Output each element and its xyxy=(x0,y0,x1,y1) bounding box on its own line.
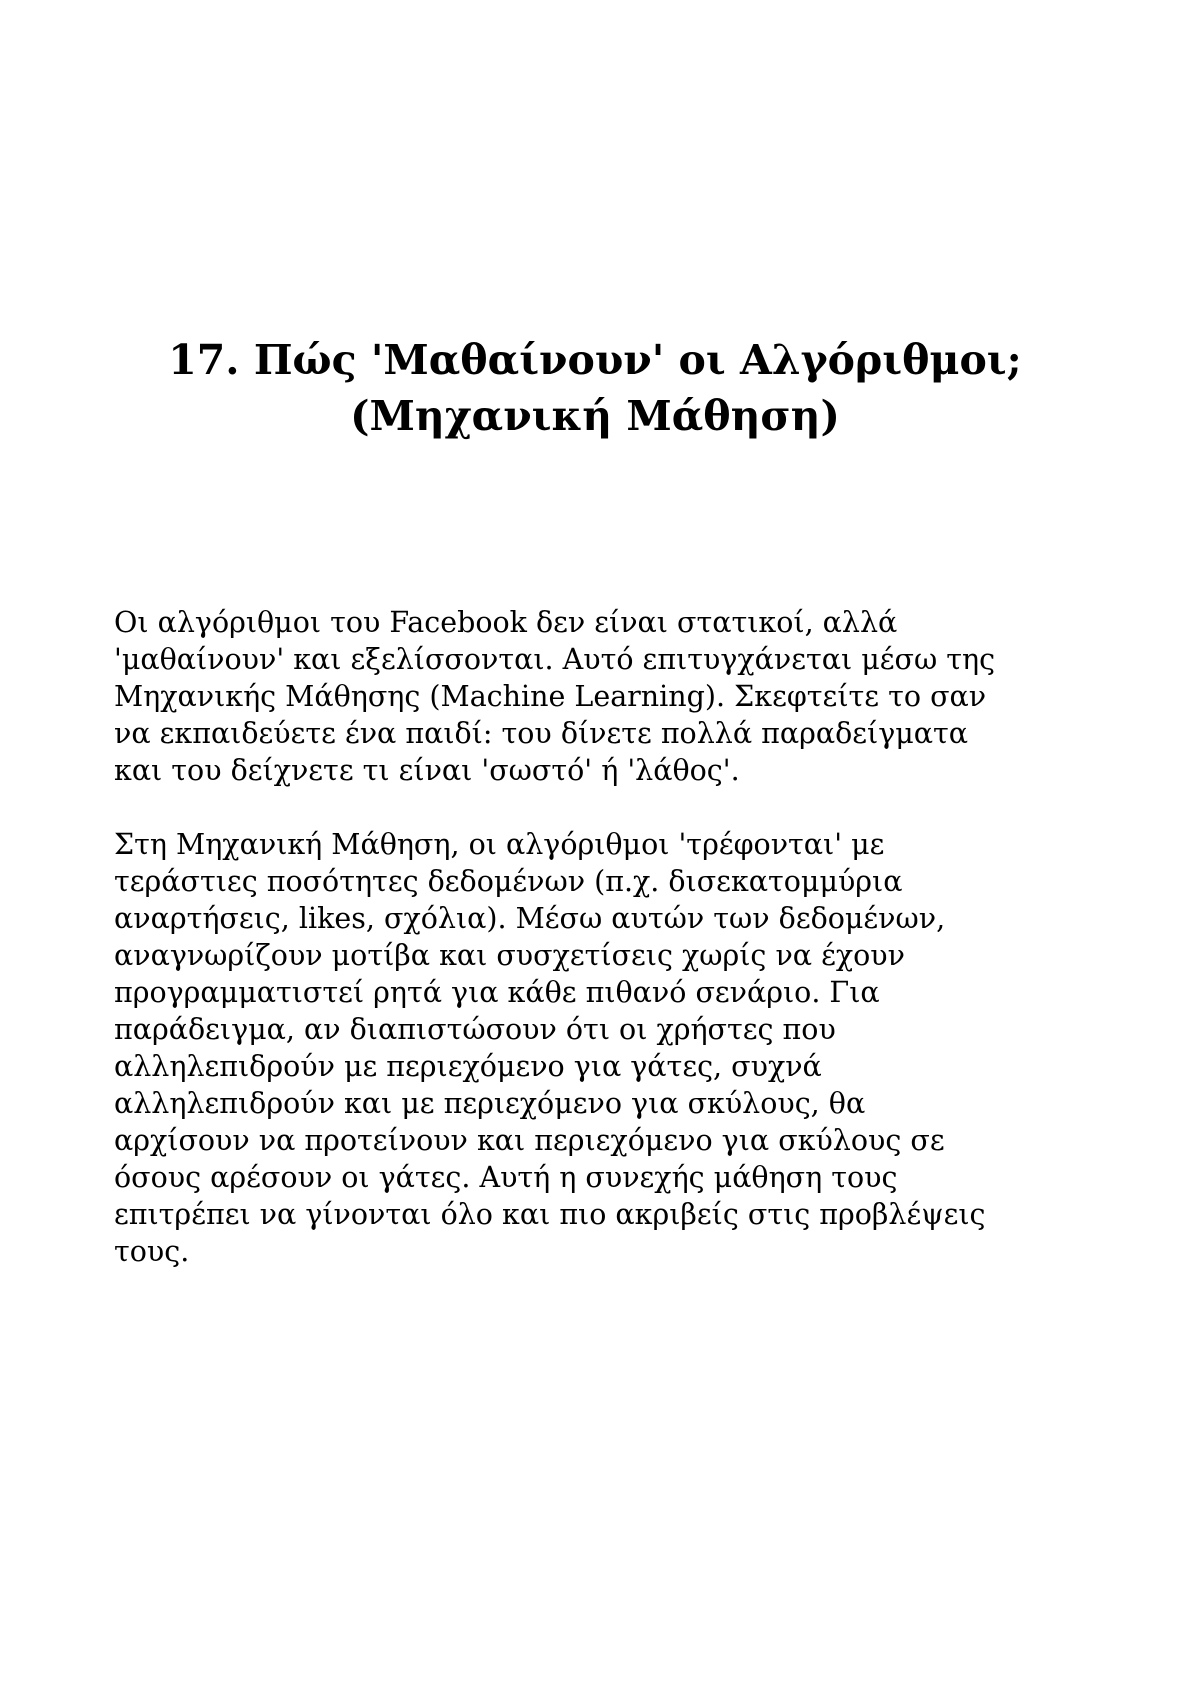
chapter-title xyxy=(110,332,1080,444)
chapter-body xyxy=(114,604,1074,1270)
paragraph-line: παράδειγμα, αν διαπιστώσουν ότι οι χρήστες που xyxy=(114,1013,836,1046)
paragraph-line: αλληλεπιδρούν και με περιεχόμενο για σκύλους, θα xyxy=(114,1087,866,1120)
paragraph-line: τους. xyxy=(114,1235,190,1268)
paragraph-2 xyxy=(114,826,1074,1270)
paragraph-line: να εκπαιδεύετε ένα παιδί: του δίνετε πολλά παραδείγματα xyxy=(114,717,969,750)
paragraph-line: Μηχανικής Μάθησης (Machine Learning). Σκεφτείτε το σαν xyxy=(114,680,987,713)
paragraph-line: τεράστιες ποσότητες δεδομένων (π.χ. δισεκατομμύρια xyxy=(114,865,903,898)
paragraph-line: Στη Μηχανική Μάθηση, οι αλγόριθμοι 'τρέφονται' με xyxy=(114,828,885,861)
paragraph-line: επιτρέπει να γίνονται όλο και πιο ακριβείς στις προβλέψεις xyxy=(114,1198,986,1231)
paragraph-line: προγραμματιστεί ρητά για κάθε πιθανό σενάριο. Για xyxy=(114,976,880,1009)
chapter-title-line-2: (Μηχανική Μάθηση) xyxy=(350,392,840,440)
paragraph-line: αρχίσουν να προτείνουν και περιεχόμενο για σκύλους σε xyxy=(114,1124,945,1157)
paragraph-line: αλληλεπιδρούν με περιεχόμενο για γάτες, συχνά xyxy=(114,1050,822,1083)
paragraph-line: αναγνωρίζουν μοτίβα και συσχετίσεις χωρίς να έχουν xyxy=(114,939,905,972)
chapter-title-line-1: 17. Πώς 'Μαθαίνουν' οι Αλγόριθμοι; xyxy=(168,336,1022,384)
paragraph-line: αναρτήσεις, likes, σχόλια). Μέσω αυτών των δεδομένων, xyxy=(114,902,946,935)
paragraph-line: και του δείχνετε τι είναι 'σωστό' ή 'λάθος'. xyxy=(114,754,740,787)
paragraph-1 xyxy=(114,604,1074,789)
paragraph-line: Οι αλγόριθμοι του Facebook δεν είναι στατικοί, αλλά xyxy=(114,606,898,639)
paragraph-line: όσους αρέσουν οι γάτες. Αυτή η συνεχής μάθηση τους xyxy=(114,1161,898,1194)
paragraph-line: 'μαθαίνουν' και εξελίσσονται. Αυτό επιτυγχάνεται μέσω της xyxy=(114,643,996,676)
